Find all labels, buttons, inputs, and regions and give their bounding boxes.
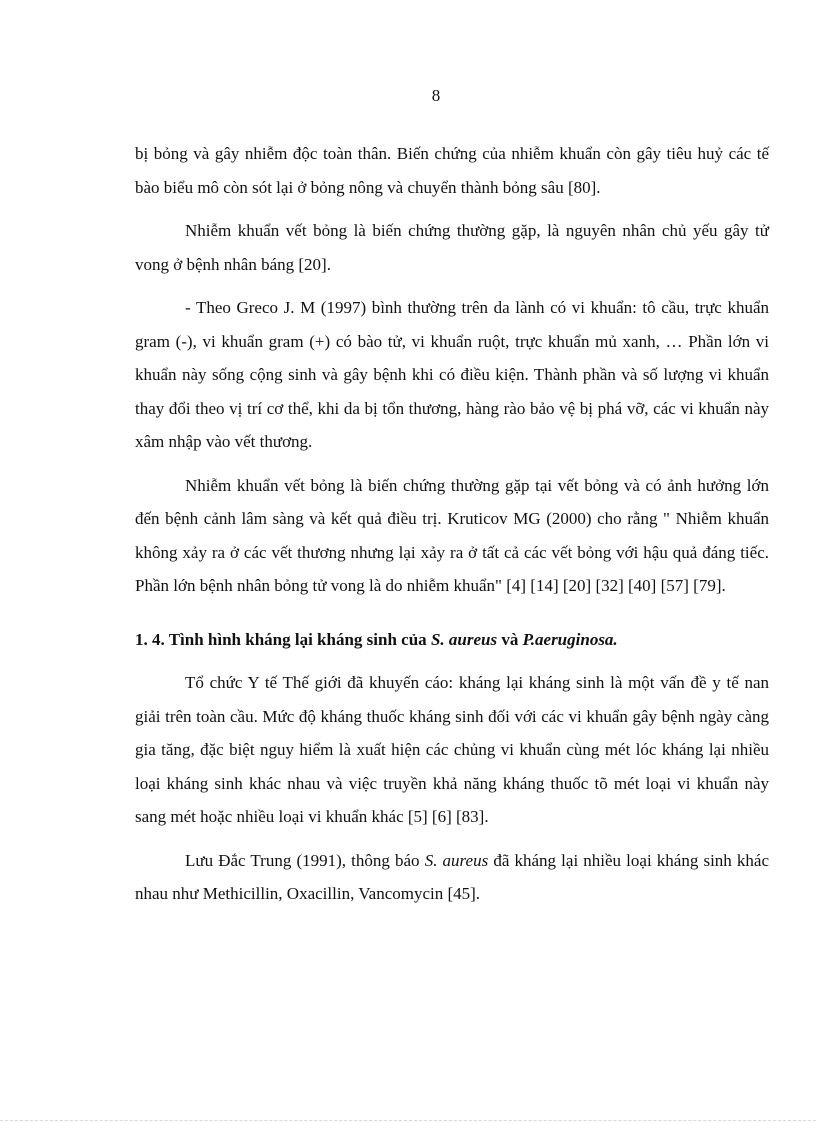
page-bottom-divider — [0, 1120, 816, 1121]
section-heading-species-2: P.aeruginosa. — [522, 629, 618, 649]
page-number: 8 — [431, 86, 441, 105]
paragraph-kruticov-citation: Nhiễm khuẩn vết bỏng là biến chứng thường gặp tại vết bỏng và có ảnh hưởng lớn đến bệnh cảnh lâm sàng và kết quả điều trị. Kruticov MG (2000) cho rằng " Nhiễm khuẩn không xảy ra ở các vết thương nhưng lại xảy ra ở tất cả các vết bỏng với hậu quả đáng tiếc. Phần lớn bệnh nhân bỏng tử vong là do nhiễm khuẩn" [4] [14] [20] [32] [40] [57] [79]. — [135, 475, 769, 595]
paragraph-burn-infection-mortality: Nhiễm khuẩn vết bỏng là biến chứng thường gặp, là nguyên nhân chủ yếu gây tử vong ở bệnh nhân báng [20]. — [135, 221, 769, 274]
section-heading-joiner: và — [497, 629, 523, 649]
page-body — [135, 137, 769, 911]
section-heading — [135, 623, 769, 657]
section-heading-species-1: S. aureus — [430, 629, 498, 649]
paragraph-greco-skin-bacteria: - Theo Greco J. M (1997) bình thường trên da lành có vi khuẩn: tô cầu, trực khuẩn gram (-), vi khuẩn gram (+) có bào tử, vi khuẩn ruột, trực khuẩn mủ xanh, … Phần lớn vi khuẩn này sống cộng sinh và gây bệnh khi có điều kiện. Thành phần và số lượng vi khuẩn thay đổi theo vị trí cơ thể, khi da bị tổn thương, hàng rào bảo vệ bị phá vỡ, các vi khuẩn này xâm nhập vào vết thương. — [135, 298, 769, 451]
paragraph-luu-dac-trung — [135, 844, 769, 911]
paragraph-who-antibiotic-resistance: Tổ chức Y tế Thế giới đã khuyến cáo: kháng lại kháng sinh là một vấn đề y tế nan giải trên toàn cầu. Mức độ kháng thuốc kháng sinh đối với các vi khuẩn gây bệnh ngày càng gia tăng, đặc biệt nguy hiểm là xuất hiện các chủng vi khuẩn cùng mét lóc kháng lại nhiều loại kháng sinh khác nhau và việc truyền khả năng kháng thuốc tõ mét loại vi khuẩn này sang mét hoặc nhiều loại vi khuẩn khác [5] [6] [83]. — [135, 673, 769, 826]
paragraph-burn-infection-complication: bị bỏng và gây nhiễm độc toàn thân. Biến chứng của nhiễm khuẩn còn gây tiêu huỷ các tế bào biểu mô còn sót lại ở bỏng nông và chuyển thành bỏng sâu [80]. — [135, 144, 769, 197]
paragraph-luu-dac-trung-lead: Lưu Đắc Trung (1991), thông báo — [185, 850, 425, 870]
section-heading-prefix: 1. 4. Tình hình kháng lại kháng sinh của — [135, 629, 431, 649]
paragraph-luu-dac-trung-species: S. aureus — [424, 850, 489, 870]
paragraph-luu-dac-trung-rest: đã kháng lại nhiều loại kháng sinh khác nhau như Methicillin, Oxacillin, Vancomycin [45]. — [135, 850, 770, 903]
